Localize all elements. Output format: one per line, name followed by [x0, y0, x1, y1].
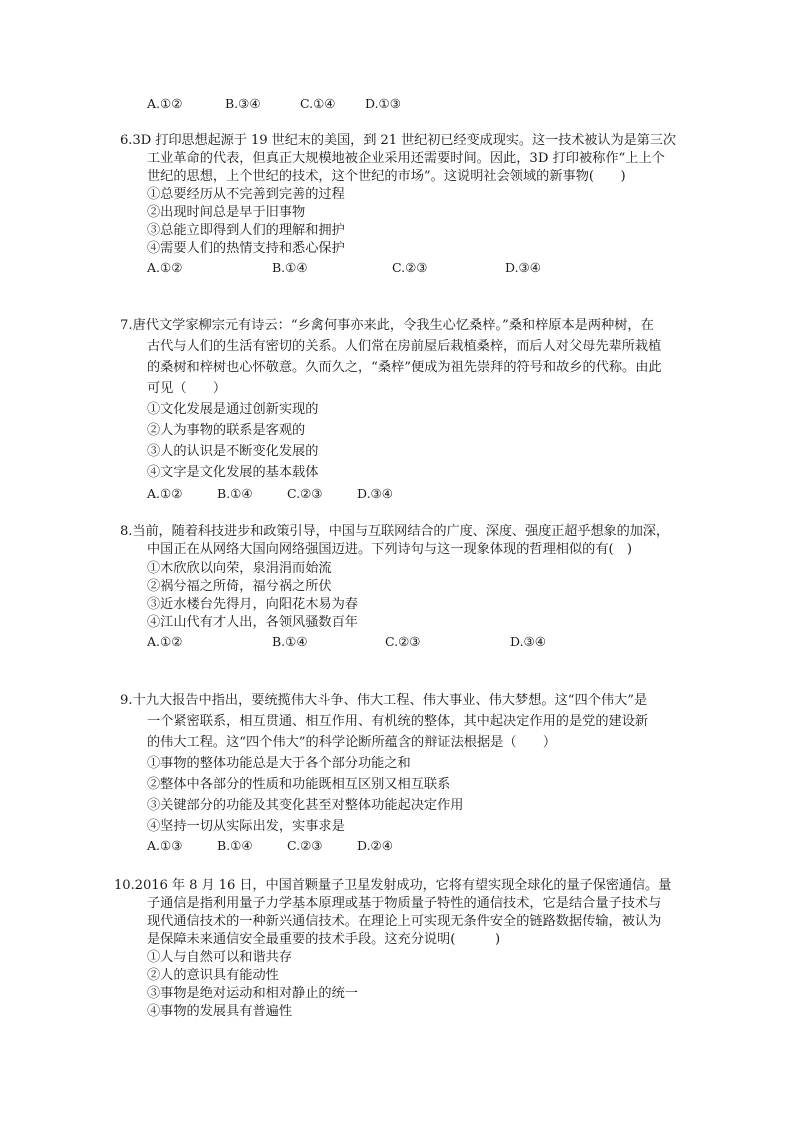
q10-stem-line-3: 现代通信技术的一种新兴通信技术。在理论上可实现无条件安全的链路数据传输，被认为 — [147, 914, 662, 929]
q8-stem-line-2: 中国正在从网络大国向网络强国迈进。下列诗句与这一现象体现的哲理相似的有( ) — [147, 542, 633, 557]
q8-item-1: ①木欣欣以向荣，泉涓涓而始流 — [147, 561, 332, 576]
q10-stem-line-4: 是保障未来通信安全最重要的技术手段。这充分说明( ) — [147, 932, 501, 947]
q9-option-d: D.②④ — [357, 838, 393, 853]
q6-stem-line-3: 世纪的思想，上个世纪的技术，这个世纪的市场”。这说明社会领域的新事物( ) — [147, 169, 626, 184]
q7-stem-line-3: 的桑树和梓树也心怀敬意。久而久之，“桑梓”便成为祖先崇拜的符号和故乡的代称。由此 — [147, 360, 662, 375]
q5-option-b: B.③④ — [225, 96, 261, 111]
q10-stem-line-2: 子通信是指利用量子力学基本原理或基于物质量子特性的通信技术，它是结合量子技术与 — [147, 896, 662, 911]
q9-option-c: C.②③ — [287, 838, 323, 853]
q8-option-a: A.①② — [147, 634, 183, 649]
q8-item-2: ②祸兮福之所倚，福兮祸之所伏 — [147, 579, 332, 594]
q9-stem-line-3: 的伟大工程。这“四个伟大”的科学论断所蕴含的辩证法根据是（ ） — [147, 735, 557, 750]
q9-option-b: B.①④ — [217, 838, 253, 853]
q8-option-c: C.②③ — [385, 634, 421, 649]
q6-item-1: ①总要经历从不完善到完善的过程 — [147, 187, 345, 202]
q6-option-c: C.②③ — [392, 260, 428, 275]
q10-stem-line-1: 10.2016 年 8 月 16 日，中国首颗量子卫星发射成功，它将有望实现全球化的量子保密通信。量 — [114, 878, 672, 893]
q9-item-1: ①事物的整体功能总是大于各个部分功能之和 — [147, 756, 411, 771]
q9-item-2: ②整体中各部分的性质和功能既相互区别又相互联系 — [147, 777, 451, 792]
q7-stem-line-1: 7.唐代文学家柳宗元有诗云：“乡禽何事亦来此，令我生心忆桑梓。”桑和梓原本是两种树，在 — [120, 318, 654, 333]
q5-option-c: C.①④ — [300, 96, 336, 111]
q8-item-3: ③近水楼台先得月，向阳花木易为春 — [147, 597, 358, 612]
q8-item-4: ④江山代有才人出，各领风骚数百年 — [147, 615, 358, 630]
q10-item-1: ①人与自然可以和谐共存 — [147, 950, 293, 965]
q8-stem-line-1: 8.当前，随着科技进步和政策引导，中国与互联网结合的广度、深度、强度正超乎想象的加深， — [120, 524, 669, 539]
q10-item-3: ③事物是绝对运动和相对静止的统一 — [147, 986, 358, 1001]
q6-option-a: A.①② — [147, 260, 183, 275]
q9-item-4: ④坚持一切从实际出发，实事求是 — [147, 819, 345, 834]
q9-item-3: ③关键部分的功能及其变化甚至对整体功能起决定作用 — [147, 798, 464, 813]
q7-item-3: ③人的认识是不断变化发展的 — [147, 444, 319, 459]
q10-item-2: ②人的意识具有能动性 — [147, 968, 279, 983]
q7-item-2: ②人为事物的联系是客观的 — [147, 423, 306, 438]
q7-item-4: ④文字是文化发展的基本载体 — [147, 465, 319, 480]
q8-option-d: D.③④ — [510, 634, 546, 649]
q6-option-b: B.①④ — [272, 260, 308, 275]
q7-option-d: D.③④ — [357, 486, 393, 501]
q9-stem-line-2: 一个紧密联系，相互贯通、相互作用、有机统的整体，其中起决定作用的是党的建设新 — [147, 714, 649, 729]
q10-item-4: ④事物的发展具有普遍性 — [147, 1004, 293, 1019]
q7-option-b: B.①④ — [217, 486, 253, 501]
q6-stem-line-1: 6.3D 打印思想起源于 19 世纪末的美国，到 21 世纪初已经变成现实。这一技术被认为是第三次 — [120, 133, 676, 148]
q7-option-c: C.②③ — [287, 486, 323, 501]
q5-option-a: A.①② — [147, 96, 183, 111]
q7-stem-line-2: 古代与人们的生活有密切的关系。人们常在房前屋后栽植桑梓，而后人对父母先辈所栽植 — [147, 339, 662, 354]
q8-option-b: B.①④ — [272, 634, 308, 649]
q6-option-d: D.③④ — [505, 260, 541, 275]
q9-stem-line-1: 9.十九大报告中指出，要统揽伟大斗争、伟大工程、伟大事业、伟大梦想。这“四个伟大”是 — [120, 693, 648, 708]
q9-option-a: A.①③ — [147, 838, 183, 853]
q6-item-2: ②出现时间总是早于旧事物 — [147, 205, 306, 220]
q6-stem-line-2: 工业革命的代表，但真正大规模地被企业采用还需要时间。因此，3D 打印被称作“上上个 — [147, 151, 665, 166]
q7-stem-line-4: 可见（ ） — [147, 381, 227, 396]
q7-option-a: A.①② — [147, 486, 183, 501]
q5-option-d: D.①③ — [365, 96, 401, 111]
q6-item-3: ③总能立即得到人们的理解和拥护 — [147, 223, 345, 238]
q6-item-4: ④需要人们的热情支持和悉心保护 — [147, 241, 345, 256]
q7-item-1: ①文化发展是通过创新实现的 — [147, 402, 319, 417]
